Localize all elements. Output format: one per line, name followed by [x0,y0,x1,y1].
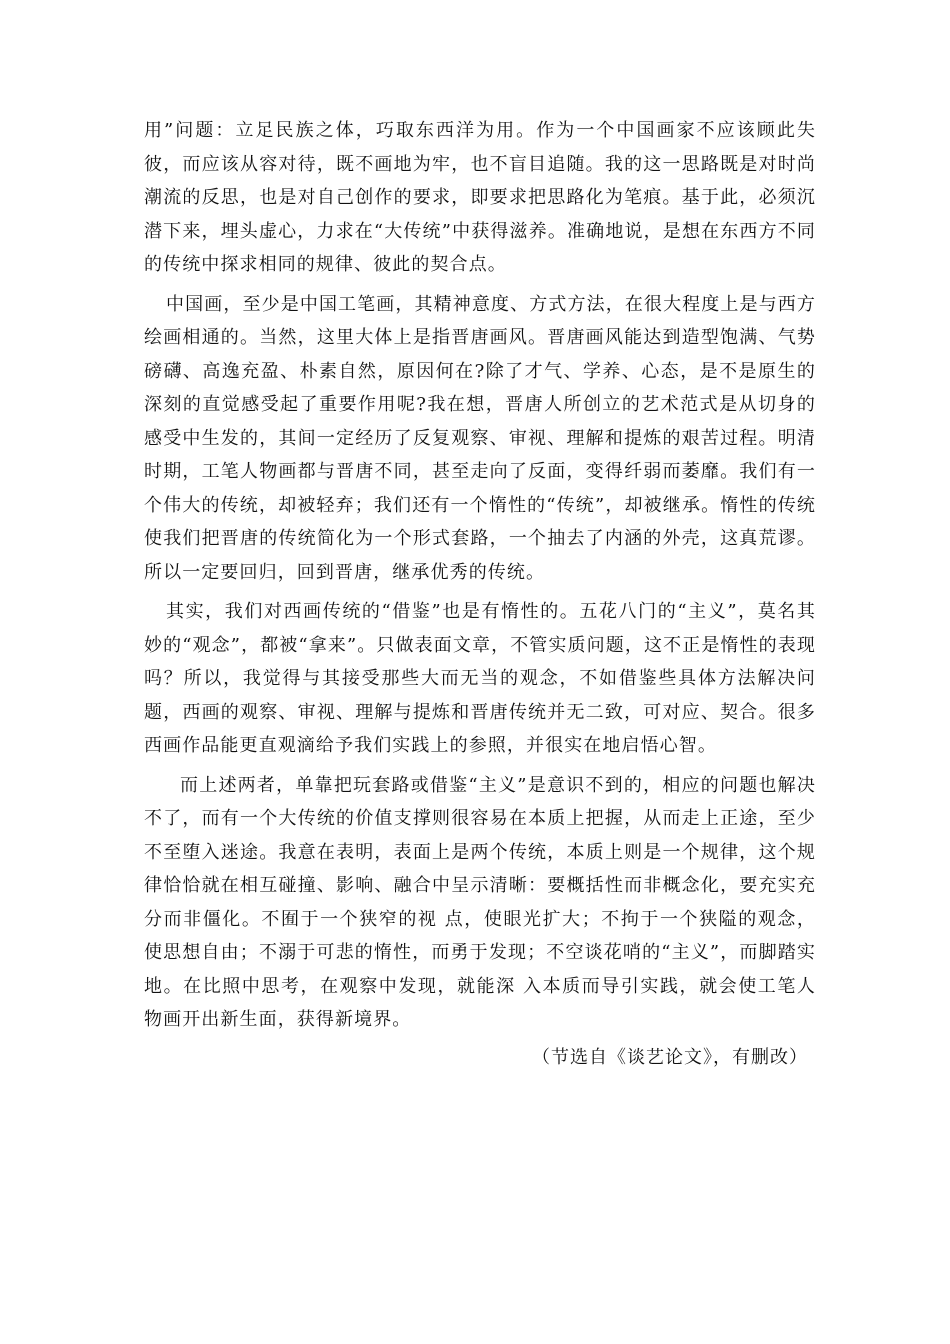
paragraph-3: 其实，我们对西画传统的“借鉴”也是有惰性的。五花八门的“主义”，莫名其妙的“观念”，都被“拿来”。只做表面文章，不管实质问题，这不正是惰性的表现吗？所以，我觉得与其接受那些大而无当的观念，不如借鉴些具体方法解决问题，西画的观察、审视、理解与提炼和晋唐传统并无二致，可对应、契合。很多西画作品能更直观滴给予我们实践上的参照，并很实在地启悟心智。 [144,601,816,756]
paragraph-1: 用”问题：立足民族之体，巧取东西洋为用。作为一个中国画家不应该顾此失彼，而应该从容对待，既不画地为牢，也不盲目追随。我的这一思路既是对时尚潮流的反思，也是对自己创作的要求，即要求把思路化为笔痕。基于此，必须沉潜下来，埋头虚心，力求在“大传统”中获得滋养。准确地说，是想在东西方不同的传统中探求相同的规律、彼此的契合点。 [144,120,816,275]
paragraph-2: 中国画，至少是中国工笔画，其精神意度、方式方法，在很大程度上是与西方绘画相通的。当然，这里大体上是指晋唐画风。晋唐画风能达到造型饱满、气势磅礴、高逸充盈、朴素自然，原因何在?除了才气、学养、心态，是不是原生的深刻的直觉感受起了重要作用呢?我在想，晋唐人所创立的艺术范式是从切身的感受中生发的，其间一定经历了反复观察、审视、理解和提炼的艰苦过程。明清时期，工笔人物画都与晋唐不同，甚至走向了反面，变得纤弱而萎靡。我们有一个伟大的传统，却被轻弃；我们还有一个惰性的“传统”，却被继承。惰性的传统使我们把晋唐的传统简化为一个形式套路，一个抽去了内涵的外壳，这真荒谬。所以一定要回归，回到晋唐，继承优秀的传统。 [144,293,816,583]
paragraph-4: 而上述两者，单靠把玩套路或借鉴“主义”是意识不到的，相应的问题也解决不了，而有一个大传统的价值支撑则很容易在本质上把握，从而走上正途，至少不至堕入迷途。我意在表明，表面上是两个传统，本质上则是一个规律，这个规律恰恰就在相互碰撞、影响、融合中呈示清晰：要概括性而非概念化，要充实充分而非僵化。不囿于一个狭窄的视 点，使眼光扩大；不拘于一个狭隘的观念，使思想自由；不溺于可悲的惰性，而勇于发现；不空谈花哨的“主义”，而脚踏实地。在比照中思考，在观察中发现，就能深 入本质而导引实践，就会使工笔人物画开出新生面，获得新境界。 [144,774,816,1030]
source-citation: （节选自《谈艺论文》，有删改） [532,1046,808,1068]
document-page [144,114,816,1074]
